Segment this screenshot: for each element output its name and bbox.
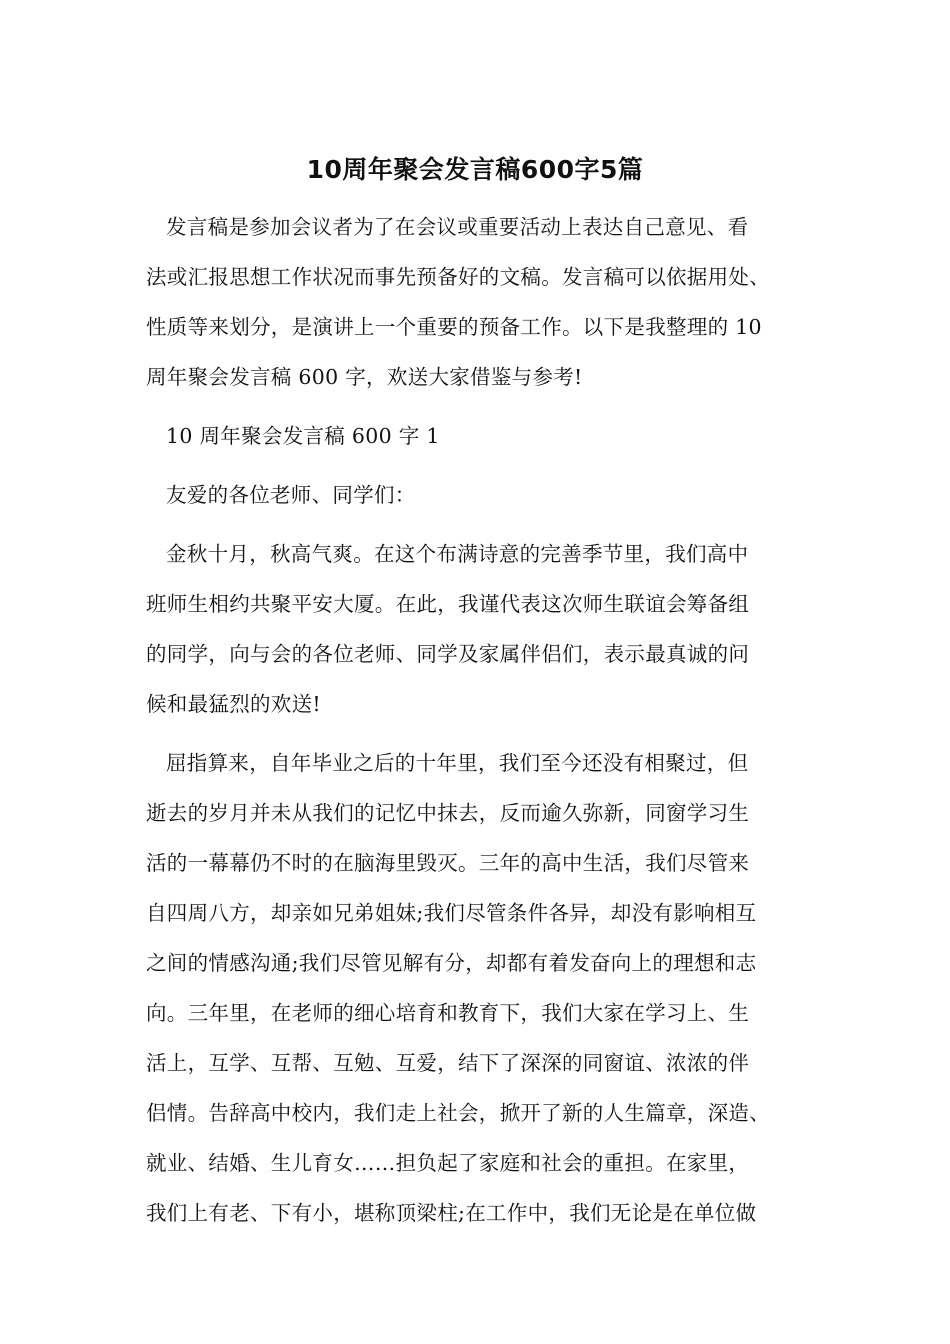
paragraph-welcome [146,529,832,729]
text-line: 向。三年里，在老师的细心培育和教育下，我们大家在学习上、生 [146,1001,750,1025]
text-line: 友爱的各位老师、同学们： [166,483,416,507]
text-line: 侣情。告辞高中校内，我们走上社会，掀开了新的人生篇章，深造、 [146,1101,770,1125]
document-body [146,202,832,1247]
document-title: 10周年聚会发言稿600字5篇 [306,155,644,184]
paragraph-salutation [146,470,832,520]
text-line: 之间的情感沟通;我们尽管见解有分，却都有着发奋向上的理想和志 [146,951,757,975]
text-line: 法或汇报思想工作状况而事先预备好的文稿。发言稿可以依据用处、 [146,265,770,289]
text-line: 周年聚会发言稿 600 字，欢送大家借鉴与参考! [146,365,583,389]
text-line: 的同学，向与会的各位老师、同学及家属伴侣们，表示最真诚的问 [146,642,750,666]
text-line: 发言稿是参加会议者为了在会议或重要活动上表达自己意见、看 [166,215,749,239]
paragraph-memories [146,738,832,1238]
text-line: 就业、结婚、生儿育女……担负起了家庭和社会的重担。在家里， [146,1151,750,1175]
text-line: 逝去的岁月并未从我们的记忆中抹去，反而逾久弥新，同窗学习生 [146,801,750,825]
text-line: 自四周八方，却亲如兄弟姐妹;我们尽管条件各异，却没有影响相互 [146,901,757,925]
text-line: 活的一幕幕仍不时的在脑海里毁灭。三年的高中生活，我们尽管来 [146,851,750,875]
text-line: 金秋十月，秋高气爽。在这个布满诗意的完善季节里，我们高中 [166,542,749,566]
section-heading [146,411,832,461]
text-line: 性质等来划分，是演讲上一个重要的预备工作。以下是我整理的 10 [146,315,762,339]
text-line: 10 周年聚会发言稿 600 字 1 [166,424,440,448]
text-line: 屈指算来，自年毕业之后的十年里，我们至今还没有相聚过，但 [166,751,749,775]
text-line: 候和最猛烈的欢送! [146,692,321,716]
paragraph-intro [146,202,832,402]
text-line: 班师生相约共聚平安大厦。在此，我谨代表这次师生联谊会筹备组 [146,592,750,616]
text-line: 我们上有老、下有小，堪称顶梁柱;在工作中，我们无论是在单位做 [146,1201,757,1225]
text-line: 活上，互学、互帮、互勉、互爱，结下了深深的同窗谊、浓浓的伴 [146,1051,750,1075]
